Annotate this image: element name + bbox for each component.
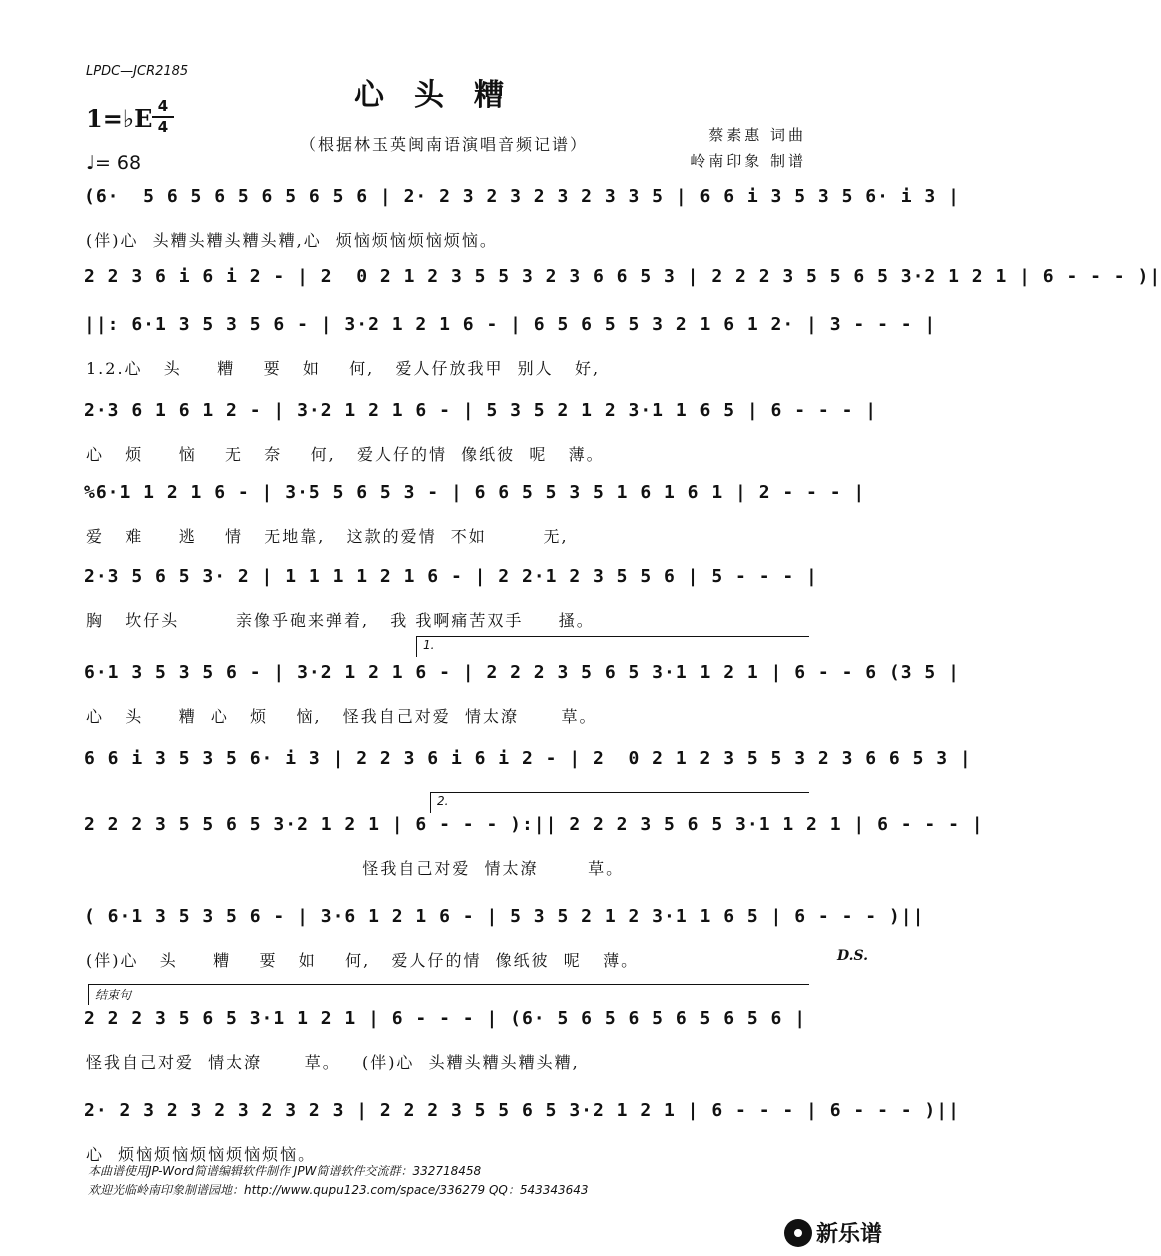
volta-bracket-2: 2. (430, 792, 809, 813)
key-flat: ♭E (122, 104, 153, 133)
notes-line: 2·3 5 6 5 3· 2 | 1 1 1 1 2 1 6 - | 2 2·1 2 3 5 5 6 | 5 - - - | (84, 566, 818, 587)
score-code: LPDC—JCR2185 (86, 64, 189, 79)
notes-line: 2 2 2 3 5 5 6 5 3·2 1 2 1 | 6 - - - ):|| 2 2 2 3 5 6 5 3·1 1 2 1 | 6 - - - | (84, 814, 984, 835)
ending-bracket: 结束句 (88, 984, 809, 1005)
footer-line-2: 欢迎光临岭南印象制谱园地：http://www.qupu123.com/space/336279 QQ：543343643 (88, 1183, 589, 1197)
lyrics-line: (伴)心 头糟头糟头糟头糟,心 烦恼烦恼烦恼烦恼。 (86, 231, 498, 250)
song-subtitle: （根据林玉英闽南语演唱音频记谱） (299, 135, 588, 154)
key-signature: 1=♭E (86, 104, 153, 133)
tempo-marking: ♩= 68 (86, 152, 142, 174)
site-logo: 新乐谱 (784, 1217, 882, 1248)
lyrics-line: 1.2.心 头 糟 要 如 何, 爱人仔放我甲 别人 好, (86, 359, 601, 378)
notes-line: 2· 2 3 2 3 2 3 2 3 2 3 | 2 2 2 3 5 5 6 5 3·2 1 2 1 | 6 - - - | 6 - - - )|| (84, 1100, 960, 1121)
notes-line: (6· 5 6 5 6 5 6 5 6 5 6 | 2· 2 3 2 3 2 3 2 3 3 5 | 6 6 i 3 5 3 5 6· i 3 | (84, 186, 960, 207)
notes-line: ||: 6·1 3 5 3 5 6 - | 3·2 1 2 1 6 - | 6 5 6 5 5 3 2 1 6 1 2· | 3 - - - | (84, 314, 937, 335)
song-title: 心头糟 (354, 78, 534, 113)
notes-line: 6·1 3 5 3 5 6 - | 3·2 1 2 1 6 - | 2 2 2 3 5 6 5 3·1 1 2 1 | 6 - - 6 (3 5 | (84, 662, 960, 683)
ds-marking: D.S. (836, 948, 868, 964)
notes-line: 2·3 6 1 6 1 2 - | 3·2 1 2 1 6 - | 5 3 5 2 1 2 3·1 1 6 5 | 6 - - - | (84, 400, 878, 421)
notes-line: 6 6 i 3 5 3 5 6· i 3 | 2 2 3 6 i 6 i 2 - | 2 0 2 1 2 3 5 5 3 2 3 6 6 5 3 | (84, 748, 972, 769)
notes-line: ( 6·1 3 5 3 5 6 - | 3·6 1 2 1 6 - | 5 3 5 2 1 2 3·1 1 6 5 | 6 - - - )|| (84, 906, 925, 927)
volta-bracket-1: 1. (416, 636, 809, 657)
record-disc-icon (784, 1219, 812, 1247)
lyrics-line: (伴)心 头 糟 要 如 何, 爱人仔的情 像纸彼 呢 薄。 (86, 951, 640, 970)
lyrics-line: 爱 难 逃 情 无地靠, 这款的爱情 不如 无, (86, 527, 569, 546)
time-signature: 4 4 (152, 98, 174, 136)
footer-line-1: 本曲谱使用JP-Word简谱编辑软件制作 JPW简谱软件交流群：332718458 (88, 1164, 482, 1178)
lyrics-line: 心 头 糟 心 烦 恼, 怪我自己对爱 情太潦 草。 (86, 707, 598, 726)
lyrics-line: 怪我自己对爱 情太潦 草。 (86, 859, 625, 878)
lyrics-line: 怪我自己对爱 情太潦 草。 (伴)心 头糟头糟头糟头糟, (86, 1053, 580, 1072)
lyrics-line: 心 烦恼烦恼烦恼烦恼烦恼。 (86, 1145, 317, 1164)
arranger-credit: 岭南印象 制谱 (690, 152, 806, 170)
notes-line: 2 2 3 6 i 6 i 2 - | 2 0 2 1 2 3 5 5 3 2 3 6 6 5 3 | 2 2 2 3 5 5 6 5 3·2 1 2 1 | 6 - - - )| (84, 266, 1161, 287)
notes-line: 2 2 2 3 5 6 5 3·1 1 2 1 | 6 - - - | (6· 5 6 5 6 5 6 5 6 5 6 | (84, 1008, 807, 1029)
notes-line: %6·1 1 2 1 6 - | 3·5 5 6 5 3 - | 6 6 5 5 3 5 1 6 1 6 1 | 2 - - - | (84, 482, 866, 503)
lyrics-line: 心 烦 恼 无 奈 何, 爱人仔的情 像纸彼 呢 薄。 (86, 445, 605, 464)
lyrics-line: 胸 坎仔头 亲像乎砲来弹着, 我 我啊痛苦双手 搔。 (86, 611, 595, 630)
lyricist-credit: 蔡素惠 词曲 (708, 126, 806, 144)
